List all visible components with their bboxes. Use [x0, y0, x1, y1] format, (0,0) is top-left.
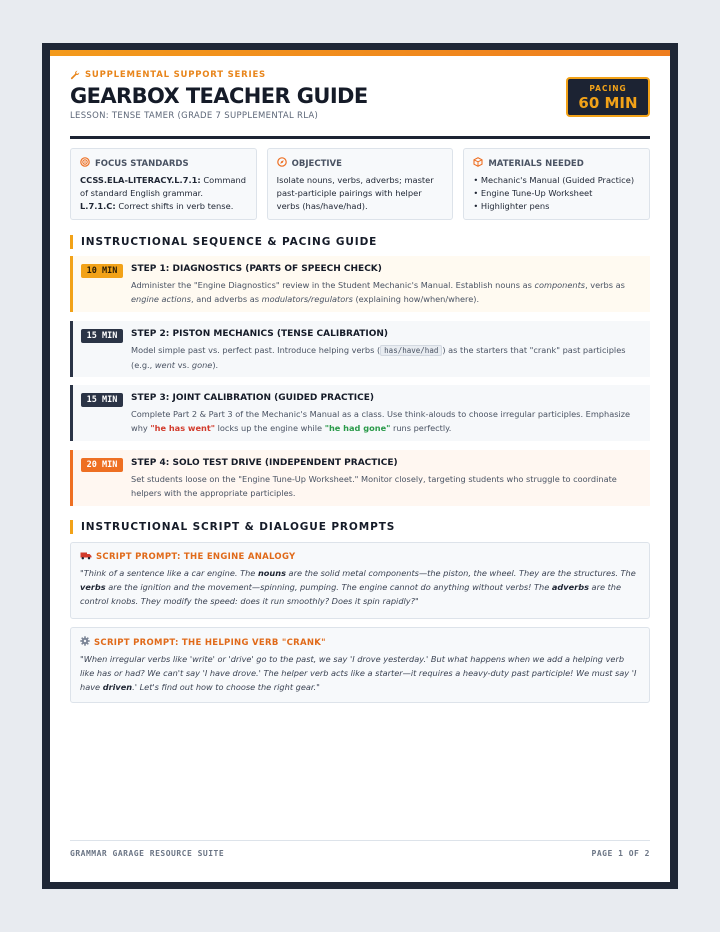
pacing-label: PACING [589, 84, 627, 93]
objective-card-title: OBJECTIVE [291, 158, 342, 169]
lesson-subtitle: LESSON: TENSE TAMER (GRADE 7 SUPPLEMENTAL RLA) [70, 111, 319, 121]
series-label [70, 70, 650, 80]
step-3-description: Complete Part 2 & Part 3 of the Mechanic's Manual as a class. Use think-alouds to choose irregular participles. Emphasize why "he has went" locks up the engine while "he had gone" runs perfectly. [131, 409, 631, 433]
objective-card [267, 148, 454, 220]
truck-icon [80, 551, 92, 563]
step-2-title: STEP 2: PISTON MECHANICS (TENSE CALIBRATION) [131, 328, 389, 339]
incorrect-example: "he has went" [150, 423, 216, 433]
materials-card [463, 148, 650, 220]
step-2 [70, 321, 650, 377]
standard-text-2: Correct shifts in verb tense. [118, 201, 234, 211]
wrench-icon [70, 70, 80, 80]
script-prompt-1-header [80, 551, 640, 563]
header [70, 70, 650, 132]
materials-item: • Highlighter pens [473, 201, 550, 211]
script-prompt-2 [70, 627, 650, 703]
gear-icon [80, 636, 90, 649]
page [50, 50, 670, 882]
script-prompt-2-header [80, 636, 640, 649]
inline-code: has/have/had [380, 345, 442, 356]
materials-card-header [473, 157, 640, 170]
script-prompt-1-body: "Think of a sentence like a car engine. The nouns are the solid metal components—the piston, the wheel. They are the structures. The verbs are the ignition and the movement—spinning, pumping. The engine cannot do anything without verbs! The adverbs are the control knobs. They modify the speed: does it run smoothly? Does it spin rapidly?" [80, 568, 636, 606]
box-icon [473, 157, 483, 170]
script-prompt-2-title: SCRIPT PROMPT: THE HELPING VERB "CRANK" [94, 637, 326, 648]
header-divider [70, 136, 650, 139]
step-2-time-badge: 15 MIN [81, 329, 123, 343]
standards-card-body [80, 174, 247, 213]
standard-text-1: Command of standard English grammar. [80, 175, 247, 198]
pacing-value: 60 MIN [578, 94, 638, 112]
materials-item: • Mechanic's Manual (Guided Practice) [473, 175, 635, 185]
step-1 [70, 256, 650, 312]
step-1-description: Administer the "Engine Diagnostics" review in the Student Mechanic's Manual. Establish nouns as components, verbs as engine actions, and adverbs as modulators/regulators (explaining how/when/where). [131, 280, 625, 304]
objective-card-header [277, 157, 444, 170]
script-prompt-2-body: "When irregular verbs like 'write' or 'drive' go to the past, we say 'I drove yesterday.' But what happens when we add a helping verb like has or had? We can't say 'I have drove.' The helper verb acts like a starter—it requires a heavy-duty past participle! We must say 'I have driven.' Let's find out how to choose the right gear." [80, 654, 637, 692]
materials-item: • Engine Tune-Up Worksheet [473, 188, 593, 198]
materials-card-body [473, 174, 640, 213]
script-prompt-1 [70, 542, 650, 619]
step-4-description: Set students loose on the "Engine Tune-Up Worksheet." Monitor closely, targeting students who struggle to coordinate helpers with the appropriate participles. [131, 473, 617, 498]
standard-code-2: L.7.1.C: [80, 201, 116, 211]
footer [70, 849, 650, 858]
standard-code-1: CCSS.ELA-LITERACY.L.7.1: [80, 175, 201, 185]
script-section-title: INSTRUCTIONAL SCRIPT & DIALOGUE PROMPTS [70, 520, 395, 534]
info-cards [70, 148, 650, 220]
step-2-description: Model simple past vs. perfect past. Introduce helping verbs ( has/have/had ) as the starters that "crank" past participles (e.g., went vs. gone). [131, 344, 626, 370]
series-text: SUPPLEMENTAL SUPPORT SERIES [85, 70, 266, 80]
step-4-title: STEP 4: SOLO TEST DRIVE (INDEPENDENT PRACTICE) [131, 457, 398, 468]
standards-card-title: FOCUS STANDARDS [95, 158, 189, 169]
page-title: GEARBOX TEACHER GUIDE [70, 84, 368, 108]
objective-card-body: Isolate nouns, verbs, adverbs; master past-participle pairings with helper verbs (has/have/had). [276, 175, 434, 211]
correct-example: "he had gone" [324, 423, 391, 433]
step-4-time-badge: 20 MIN [81, 458, 123, 472]
sequence-section-title: INSTRUCTIONAL SEQUENCE & PACING GUIDE [70, 235, 377, 249]
step-3-title: STEP 3: JOINT CALIBRATION (GUIDED PRACTICE) [131, 393, 374, 403]
compass-icon [277, 157, 287, 170]
footer-suite-name: GRAMMAR GARAGE RESOURCE SUITE [70, 849, 225, 858]
target-icon [80, 157, 90, 170]
footer-divider [70, 840, 650, 841]
step-1-title: STEP 1: DIAGNOSTICS (PARTS OF SPEECH CHECK) [131, 264, 382, 274]
materials-card-title: MATERIALS NEEDED [488, 158, 584, 169]
steps-list [70, 256, 650, 514]
standards-card-header [80, 157, 247, 170]
step-4 [70, 450, 650, 506]
step-3-time-badge: 15 MIN [81, 393, 123, 407]
step-1-time-badge: 10 MIN [81, 264, 123, 278]
script-prompt-1-title: SCRIPT PROMPT: THE ENGINE ANALOGY [96, 552, 296, 562]
document-frame [42, 43, 678, 889]
page-number: PAGE 1 OF 2 [591, 849, 650, 858]
standards-card [70, 148, 257, 220]
accent-top-bar [50, 50, 670, 56]
pacing-badge [566, 77, 650, 117]
step-3 [70, 385, 650, 441]
